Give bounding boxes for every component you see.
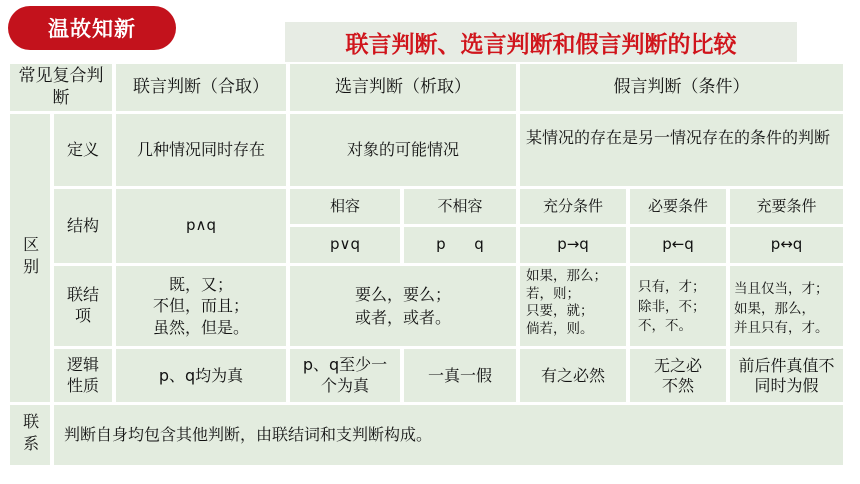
formula-incompatible: p q: [404, 227, 516, 263]
header-disjunctive: 选言判断（析取）: [290, 64, 516, 111]
connectives-sufficient-necessary: 当且仅当，才； 如果，那么， 并且只有，才。: [730, 266, 843, 346]
definition-disjunctive: 对象的可能情况: [290, 114, 516, 186]
logic-necessary: 无之必不然: [630, 349, 726, 402]
review-badge: 温故知新: [8, 6, 176, 50]
structure-conjunctive: p∧q: [116, 189, 286, 263]
logic-conjunctive: p、q均为真: [116, 349, 286, 402]
header-hypothetical: 假言判断（条件）: [520, 64, 843, 111]
structure-sufficient-necessary: 充要条件: [730, 189, 843, 224]
structure-necessary: 必要条件: [630, 189, 726, 224]
connection-text: 判断自身均包含其他判断，由联结词和支判断构成。: [54, 405, 843, 465]
page-title: 联言判断、选言判断和假言判断的比较: [285, 22, 797, 62]
formula-necessary: p←q: [630, 227, 726, 263]
structure-sufficient: 充分条件: [520, 189, 626, 224]
structure-incompatible: 不相容: [404, 189, 516, 224]
header-corner: 常见复合判断: [10, 64, 112, 111]
logic-incompatible: 一真一假: [404, 349, 516, 402]
logic-sufficient: 有之必然: [520, 349, 626, 402]
structure-compatible: 相容: [290, 189, 400, 224]
connectives-necessary: 只有，才； 除非，不； 不，不。: [630, 266, 726, 346]
section-connection: 联系: [10, 405, 50, 465]
formula-compatible: p∨q: [290, 227, 400, 263]
connectives-sufficient: 如果，那么； 若，则； 只要，就； 倘若，则。: [520, 266, 626, 346]
formula-sufficient: p→q: [520, 227, 626, 263]
row-label-connectives: 联结项: [54, 266, 112, 346]
logic-sufficient-necessary: 前后件真值不同时为假: [730, 349, 843, 402]
row-label-logic: 逻辑性质: [54, 349, 112, 402]
row-label-structure: 结构: [54, 189, 112, 263]
definition-conjunctive: 几种情况同时存在: [116, 114, 286, 186]
definition-hypothetical: 某情况的存在是另一情况存在的条件的判断: [520, 114, 843, 186]
connectives-disjunctive: 要么，要么； 或者，或者。: [290, 266, 516, 346]
header-conjunctive: 联言判断（合取）: [116, 64, 286, 111]
formula-sufficient-necessary: p↔q: [730, 227, 843, 263]
section-difference: 区别: [10, 114, 50, 402]
connectives-conjunctive: 既，又； 不但，而且； 虽然，但是。: [116, 266, 286, 346]
logic-compatible: p、q至少一个为真: [290, 349, 400, 402]
row-label-definition: 定义: [54, 114, 112, 186]
